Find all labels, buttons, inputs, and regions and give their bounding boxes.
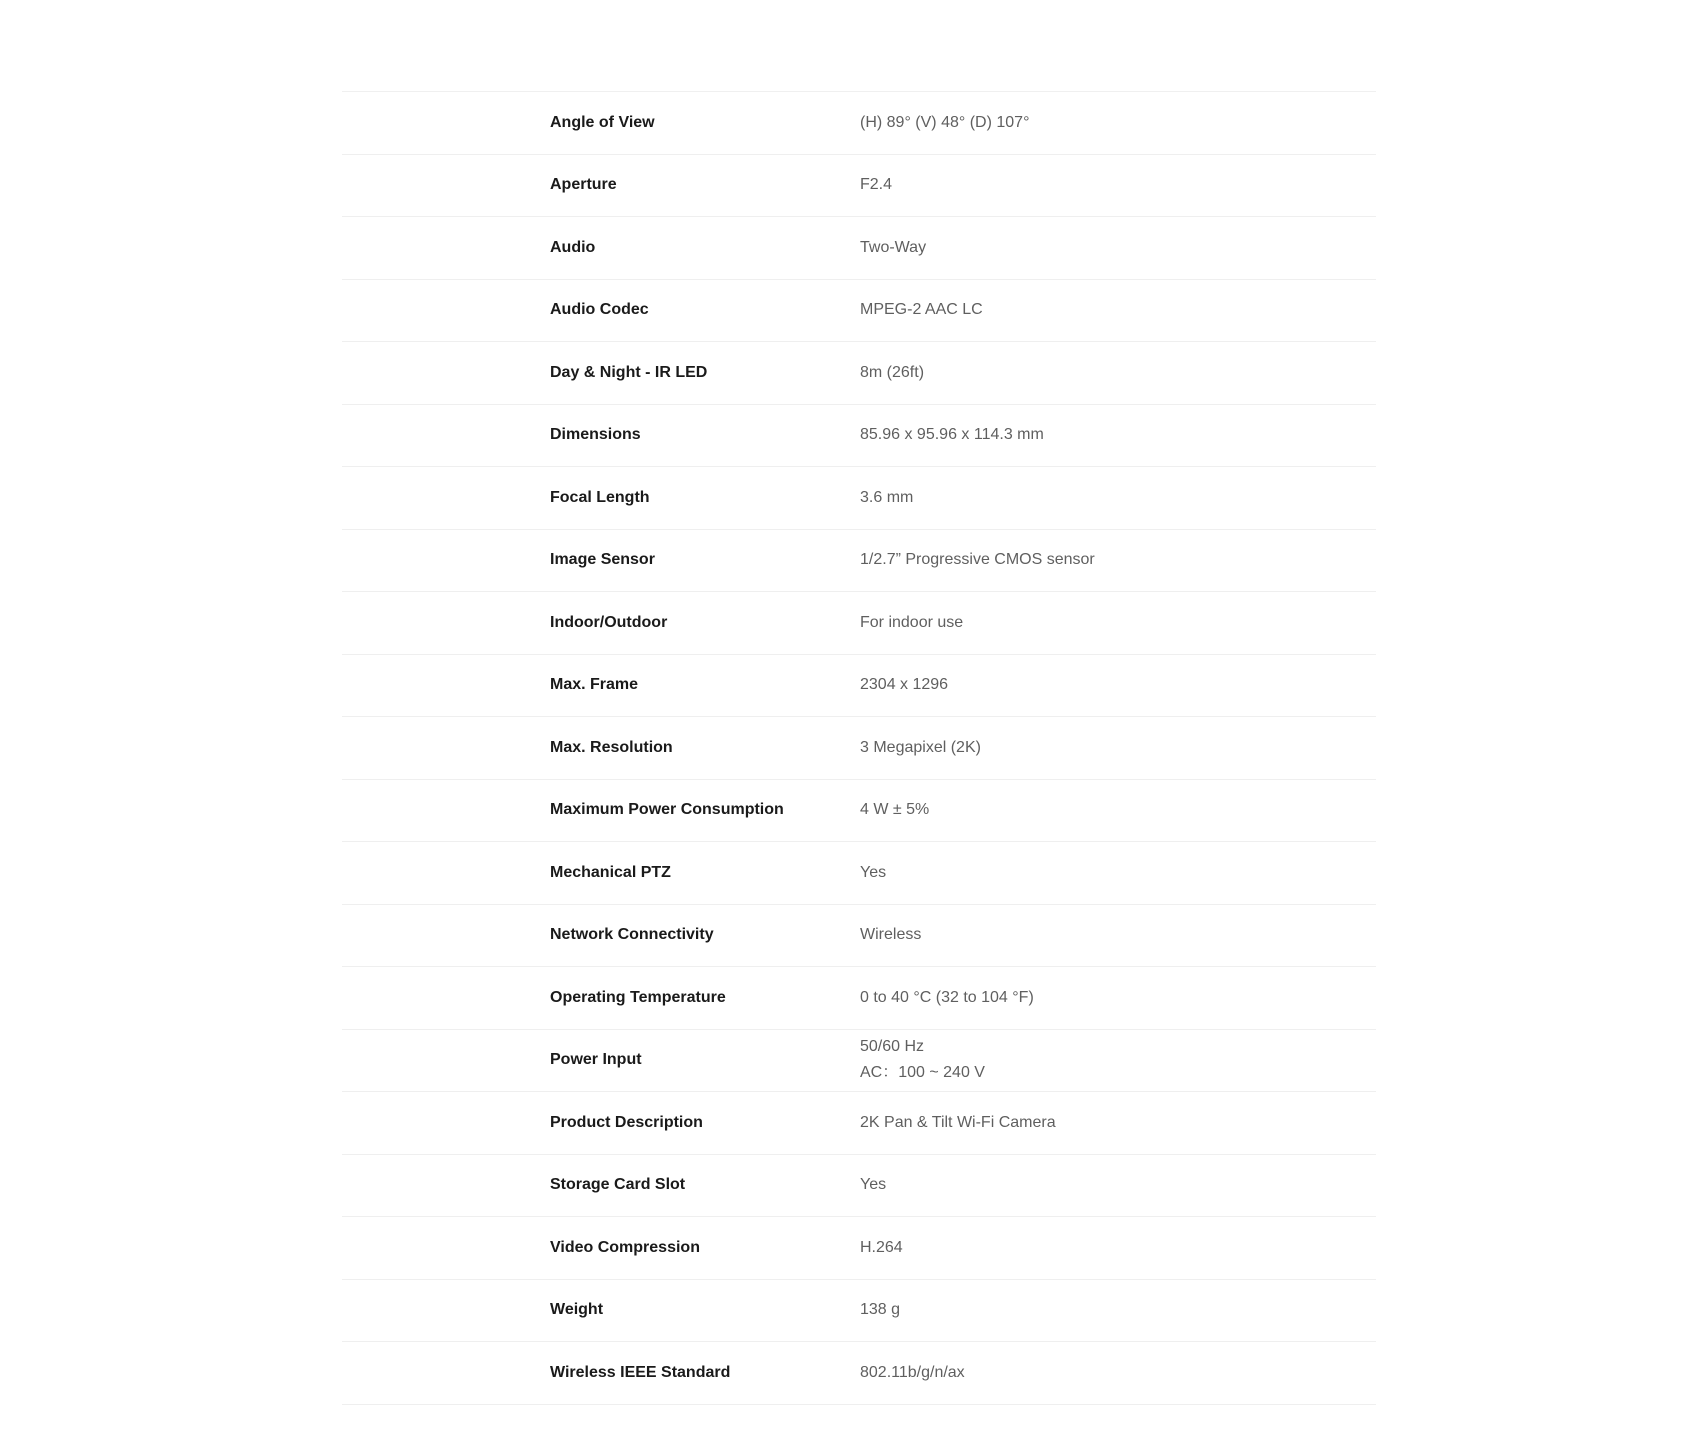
spec-value-line: 8m (26ft): [860, 363, 925, 381]
spec-row: [342, 905, 1376, 968]
spec-value: [860, 610, 1376, 636]
spec-value-line: 0 to 40 °C (32 to 104 °F): [860, 988, 1034, 1006]
spec-label: Audio: [550, 238, 596, 256]
spec-label: Operating Temperature: [550, 988, 726, 1006]
spec-row: [342, 1342, 1376, 1405]
spec-value-line: Yes: [860, 863, 887, 881]
spec-label: Aperture: [550, 176, 617, 194]
spec-value-line: 138 g: [860, 1301, 901, 1319]
spec-value-line: 3 Megapixel (2K): [860, 738, 981, 756]
spec-value-line: 3.6 mm: [860, 488, 914, 506]
spec-value: [860, 672, 1376, 698]
spec-label: Max. Frame: [550, 676, 639, 694]
spec-value: [860, 985, 1376, 1011]
spec-value: [860, 1034, 1376, 1086]
spec-row: [342, 780, 1376, 843]
spec-label: Day & Night - IR LED: [550, 363, 708, 381]
spec-value: [860, 360, 1376, 386]
spec-value: [860, 235, 1376, 261]
spec-row: [342, 1217, 1376, 1280]
spec-row: [342, 1092, 1376, 1155]
spec-value: [860, 485, 1376, 511]
spec-value: [860, 1360, 1376, 1386]
spec-label: Wireless IEEE Standard: [550, 1363, 731, 1381]
spec-label: Angle of View: [550, 113, 655, 131]
spec-row: [342, 92, 1376, 155]
spec-value-line: For indoor use: [860, 613, 964, 631]
spec-value-line: 50/60 Hz: [860, 1038, 925, 1056]
spec-value-line: 802.11b/g/n/ax: [860, 1363, 965, 1381]
spec-label: Video Compression: [550, 1238, 700, 1256]
spec-table: [342, 91, 1376, 1405]
spec-value-line: AC：100 ~ 240 V: [860, 1064, 985, 1082]
spec-label: Network Connectivity: [550, 926, 714, 944]
spec-value-line: Yes: [860, 1176, 887, 1194]
spec-value-line: (H) 89° (V) 48° (D) 107°: [860, 113, 1030, 131]
spec-value: [860, 1235, 1376, 1261]
spec-value: [860, 1110, 1376, 1136]
spec-value: [860, 922, 1376, 948]
spec-value-line: Two-Way: [860, 238, 927, 256]
spec-value: [860, 547, 1376, 573]
spec-label: Audio Codec: [550, 301, 649, 319]
spec-value: [860, 735, 1376, 761]
spec-row: [342, 1155, 1376, 1218]
spec-row: [342, 155, 1376, 218]
spec-value: [860, 297, 1376, 323]
spec-label: Maximum Power Consumption: [550, 801, 784, 819]
spec-row: [342, 530, 1376, 593]
spec-value: [860, 422, 1376, 448]
spec-row: [342, 592, 1376, 655]
spec-row: [342, 1280, 1376, 1343]
spec-label: Max. Resolution: [550, 738, 673, 756]
spec-row: [342, 655, 1376, 718]
spec-label: Image Sensor: [550, 551, 655, 569]
spec-value-line: 2K Pan & Tilt Wi-Fi Camera: [860, 1113, 1056, 1131]
spec-value: [860, 1172, 1376, 1198]
spec-row: [342, 717, 1376, 780]
spec-label: Indoor/Outdoor: [550, 613, 668, 631]
spec-row: [342, 967, 1376, 1030]
spec-value-line: F2.4: [860, 176, 893, 194]
spec-value-line: 4 W ± 5%: [860, 801, 930, 819]
spec-value: [860, 110, 1376, 136]
spec-value-line: H.264: [860, 1238, 903, 1256]
spec-label: Dimensions: [550, 426, 641, 444]
spec-value: [860, 1297, 1376, 1323]
spec-value-line: 1/2.7” Progressive CMOS sensor: [860, 551, 1095, 569]
spec-value-line: 85.96 x 95.96 x 114.3 mm: [860, 426, 1044, 444]
spec-row: [342, 280, 1376, 343]
spec-value-line: MPEG-2 AAC LC: [860, 301, 983, 319]
spec-value-line: Wireless: [860, 926, 922, 944]
spec-row: [342, 1030, 1376, 1093]
spec-value-line: 2304 x 1296: [860, 676, 949, 694]
spec-row: [342, 217, 1376, 280]
spec-label: Focal Length: [550, 488, 650, 506]
spec-label: Storage Card Slot: [550, 1176, 686, 1194]
spec-row: [342, 405, 1376, 468]
spec-value: [860, 797, 1376, 823]
spec-value: [860, 172, 1376, 198]
spec-row: [342, 842, 1376, 905]
spec-row: [342, 342, 1376, 405]
spec-row: [342, 467, 1376, 530]
spec-label: Weight: [550, 1301, 604, 1319]
spec-label: Product Description: [550, 1113, 703, 1131]
spec-value: [860, 860, 1376, 886]
spec-label: Power Input: [550, 1051, 642, 1069]
spec-label: Mechanical PTZ: [550, 863, 671, 881]
